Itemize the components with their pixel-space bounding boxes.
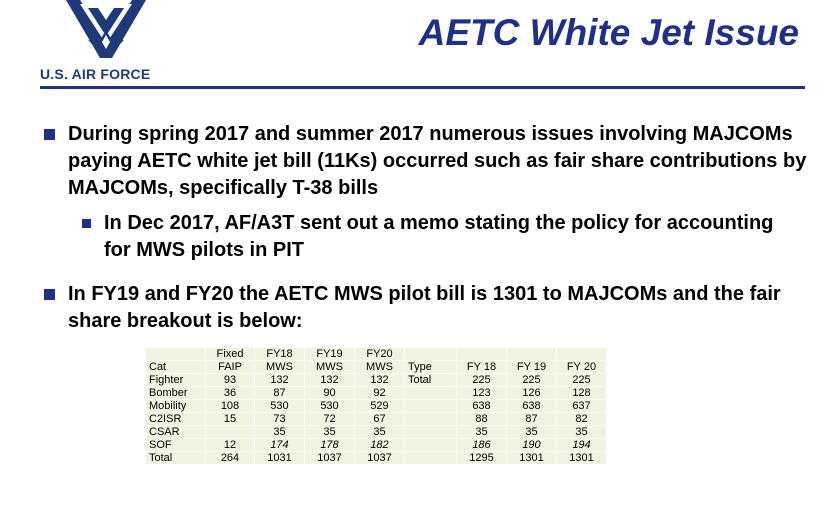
table-cell: 126 bbox=[507, 387, 557, 400]
table-cell: 264 bbox=[206, 452, 255, 465]
table-cell: 90 bbox=[305, 387, 355, 400]
table-cell: 72 bbox=[305, 413, 355, 426]
table-row bbox=[146, 426, 607, 439]
bullet-marker-icon bbox=[44, 129, 55, 140]
table-cell: 108 bbox=[206, 400, 255, 413]
table-row bbox=[146, 413, 607, 426]
table-cell: 530 bbox=[255, 400, 305, 413]
usaf-wings-icon bbox=[66, 0, 146, 62]
table-cell bbox=[405, 413, 457, 426]
table-cell: 1031 bbox=[255, 452, 305, 465]
usaf-logo bbox=[40, 0, 170, 88]
table-header-cell: MWS bbox=[305, 361, 355, 374]
bullet-2: In FY19 and FY20 the AETC MWS pilot bill is 1301 to MAJCOMs and the fair share breakout is below: bbox=[68, 283, 781, 332]
table-cell: FY20 bbox=[355, 348, 405, 361]
table-cell: 1301 bbox=[557, 452, 607, 465]
table-cell: 15 bbox=[206, 413, 255, 426]
table-row bbox=[146, 439, 607, 452]
table-header-cell: Cat bbox=[146, 361, 206, 374]
table-cell: 132 bbox=[305, 374, 355, 387]
table-cell: 194 bbox=[557, 439, 607, 452]
table-cell: SOF bbox=[146, 439, 206, 452]
table-cell: 530 bbox=[305, 400, 355, 413]
table-cell: Bomber bbox=[146, 387, 206, 400]
table-cell: 1037 bbox=[305, 452, 355, 465]
table-cell: Total bbox=[405, 374, 457, 387]
bullet-marker-icon bbox=[44, 289, 55, 300]
table-cell: 638 bbox=[457, 400, 507, 413]
table-cell: Fixed bbox=[206, 348, 255, 361]
table-cell: 35 bbox=[557, 426, 607, 439]
table-cell: 174 bbox=[255, 439, 305, 452]
table-cell: 35 bbox=[507, 426, 557, 439]
table-cell: 132 bbox=[255, 374, 305, 387]
table-cell: 225 bbox=[557, 374, 607, 387]
table-cell bbox=[405, 439, 457, 452]
table-cell: 93 bbox=[206, 374, 255, 387]
table-cell: Fighter bbox=[146, 374, 206, 387]
table-cell: 92 bbox=[355, 387, 405, 400]
slide-title: AETC White Jet Issue bbox=[418, 12, 799, 53]
table-cell: 87 bbox=[255, 387, 305, 400]
table-cell: 73 bbox=[255, 413, 305, 426]
table-cell: CSAR bbox=[146, 426, 206, 439]
table-cell: 35 bbox=[305, 426, 355, 439]
table-header-cell: FY 19 bbox=[507, 361, 557, 374]
logo-text: U.S. AIR FORCE bbox=[40, 66, 151, 82]
table-cell: 182 bbox=[355, 439, 405, 452]
table-cell: FY18 bbox=[255, 348, 305, 361]
table-header-cell: MWS bbox=[355, 361, 405, 374]
table-cell: Total bbox=[146, 452, 206, 465]
table-cell bbox=[206, 426, 255, 439]
table-cell bbox=[405, 452, 457, 465]
table-cell bbox=[405, 348, 457, 361]
table-cell: 67 bbox=[355, 413, 405, 426]
table-cell: 87 bbox=[507, 413, 557, 426]
table-header-cell: FY 20 bbox=[557, 361, 607, 374]
table-header-cell: MWS bbox=[255, 361, 305, 374]
table-cell: FY19 bbox=[305, 348, 355, 361]
table-cell: 35 bbox=[355, 426, 405, 439]
title-divider bbox=[40, 86, 805, 89]
sub-bullet-marker-icon bbox=[82, 219, 91, 228]
table-cell: 35 bbox=[457, 426, 507, 439]
table-header-cell: FAIP bbox=[206, 361, 255, 374]
table-cell: Mobility bbox=[146, 400, 206, 413]
table-header-cell: Type bbox=[405, 361, 457, 374]
table-cell: 82 bbox=[557, 413, 607, 426]
table-cell: 12 bbox=[206, 439, 255, 452]
table-row bbox=[146, 387, 607, 400]
table-header-row bbox=[146, 361, 607, 374]
table-cell: 128 bbox=[557, 387, 607, 400]
table-cell: 637 bbox=[557, 400, 607, 413]
table-cell: 1301 bbox=[507, 452, 557, 465]
table-cell: 36 bbox=[206, 387, 255, 400]
bullet-1-sub-1: In Dec 2017, AF/A3T sent out a memo stating the policy for accounting for MWS pilots in PIT bbox=[104, 212, 774, 261]
table-cell: 35 bbox=[255, 426, 305, 439]
table-row bbox=[146, 452, 607, 465]
table-cell bbox=[507, 348, 557, 361]
table-cell: 1037 bbox=[355, 452, 405, 465]
table-cell bbox=[557, 348, 607, 361]
table-cell bbox=[457, 348, 507, 361]
table-row bbox=[146, 374, 607, 387]
table-cell bbox=[405, 400, 457, 413]
fair-share-table bbox=[145, 347, 607, 465]
table-cell: 132 bbox=[355, 374, 405, 387]
table-cell: 1295 bbox=[457, 452, 507, 465]
table-cell: 529 bbox=[355, 400, 405, 413]
table-cell: 225 bbox=[457, 374, 507, 387]
table-cell bbox=[405, 426, 457, 439]
table-cell: 88 bbox=[457, 413, 507, 426]
table-cell bbox=[146, 348, 206, 361]
table-cell: C2ISR bbox=[146, 413, 206, 426]
table-cell: 638 bbox=[507, 400, 557, 413]
table-header-cell: FY 18 bbox=[457, 361, 507, 374]
table-cell bbox=[405, 387, 457, 400]
table-cell: 186 bbox=[457, 439, 507, 452]
bullet-1: During spring 2017 and summer 2017 numerous issues involving MAJCOMs paying AETC white jet bill (11Ks) occurred such as fair share contributions by MAJCOMs, specifically T-38 bills bbox=[68, 123, 807, 199]
table-row bbox=[146, 400, 607, 413]
table-header-row-top bbox=[146, 348, 607, 361]
table-cell: 178 bbox=[305, 439, 355, 452]
table-cell: 123 bbox=[457, 387, 507, 400]
table-cell: 190 bbox=[507, 439, 557, 452]
table-cell: 225 bbox=[507, 374, 557, 387]
